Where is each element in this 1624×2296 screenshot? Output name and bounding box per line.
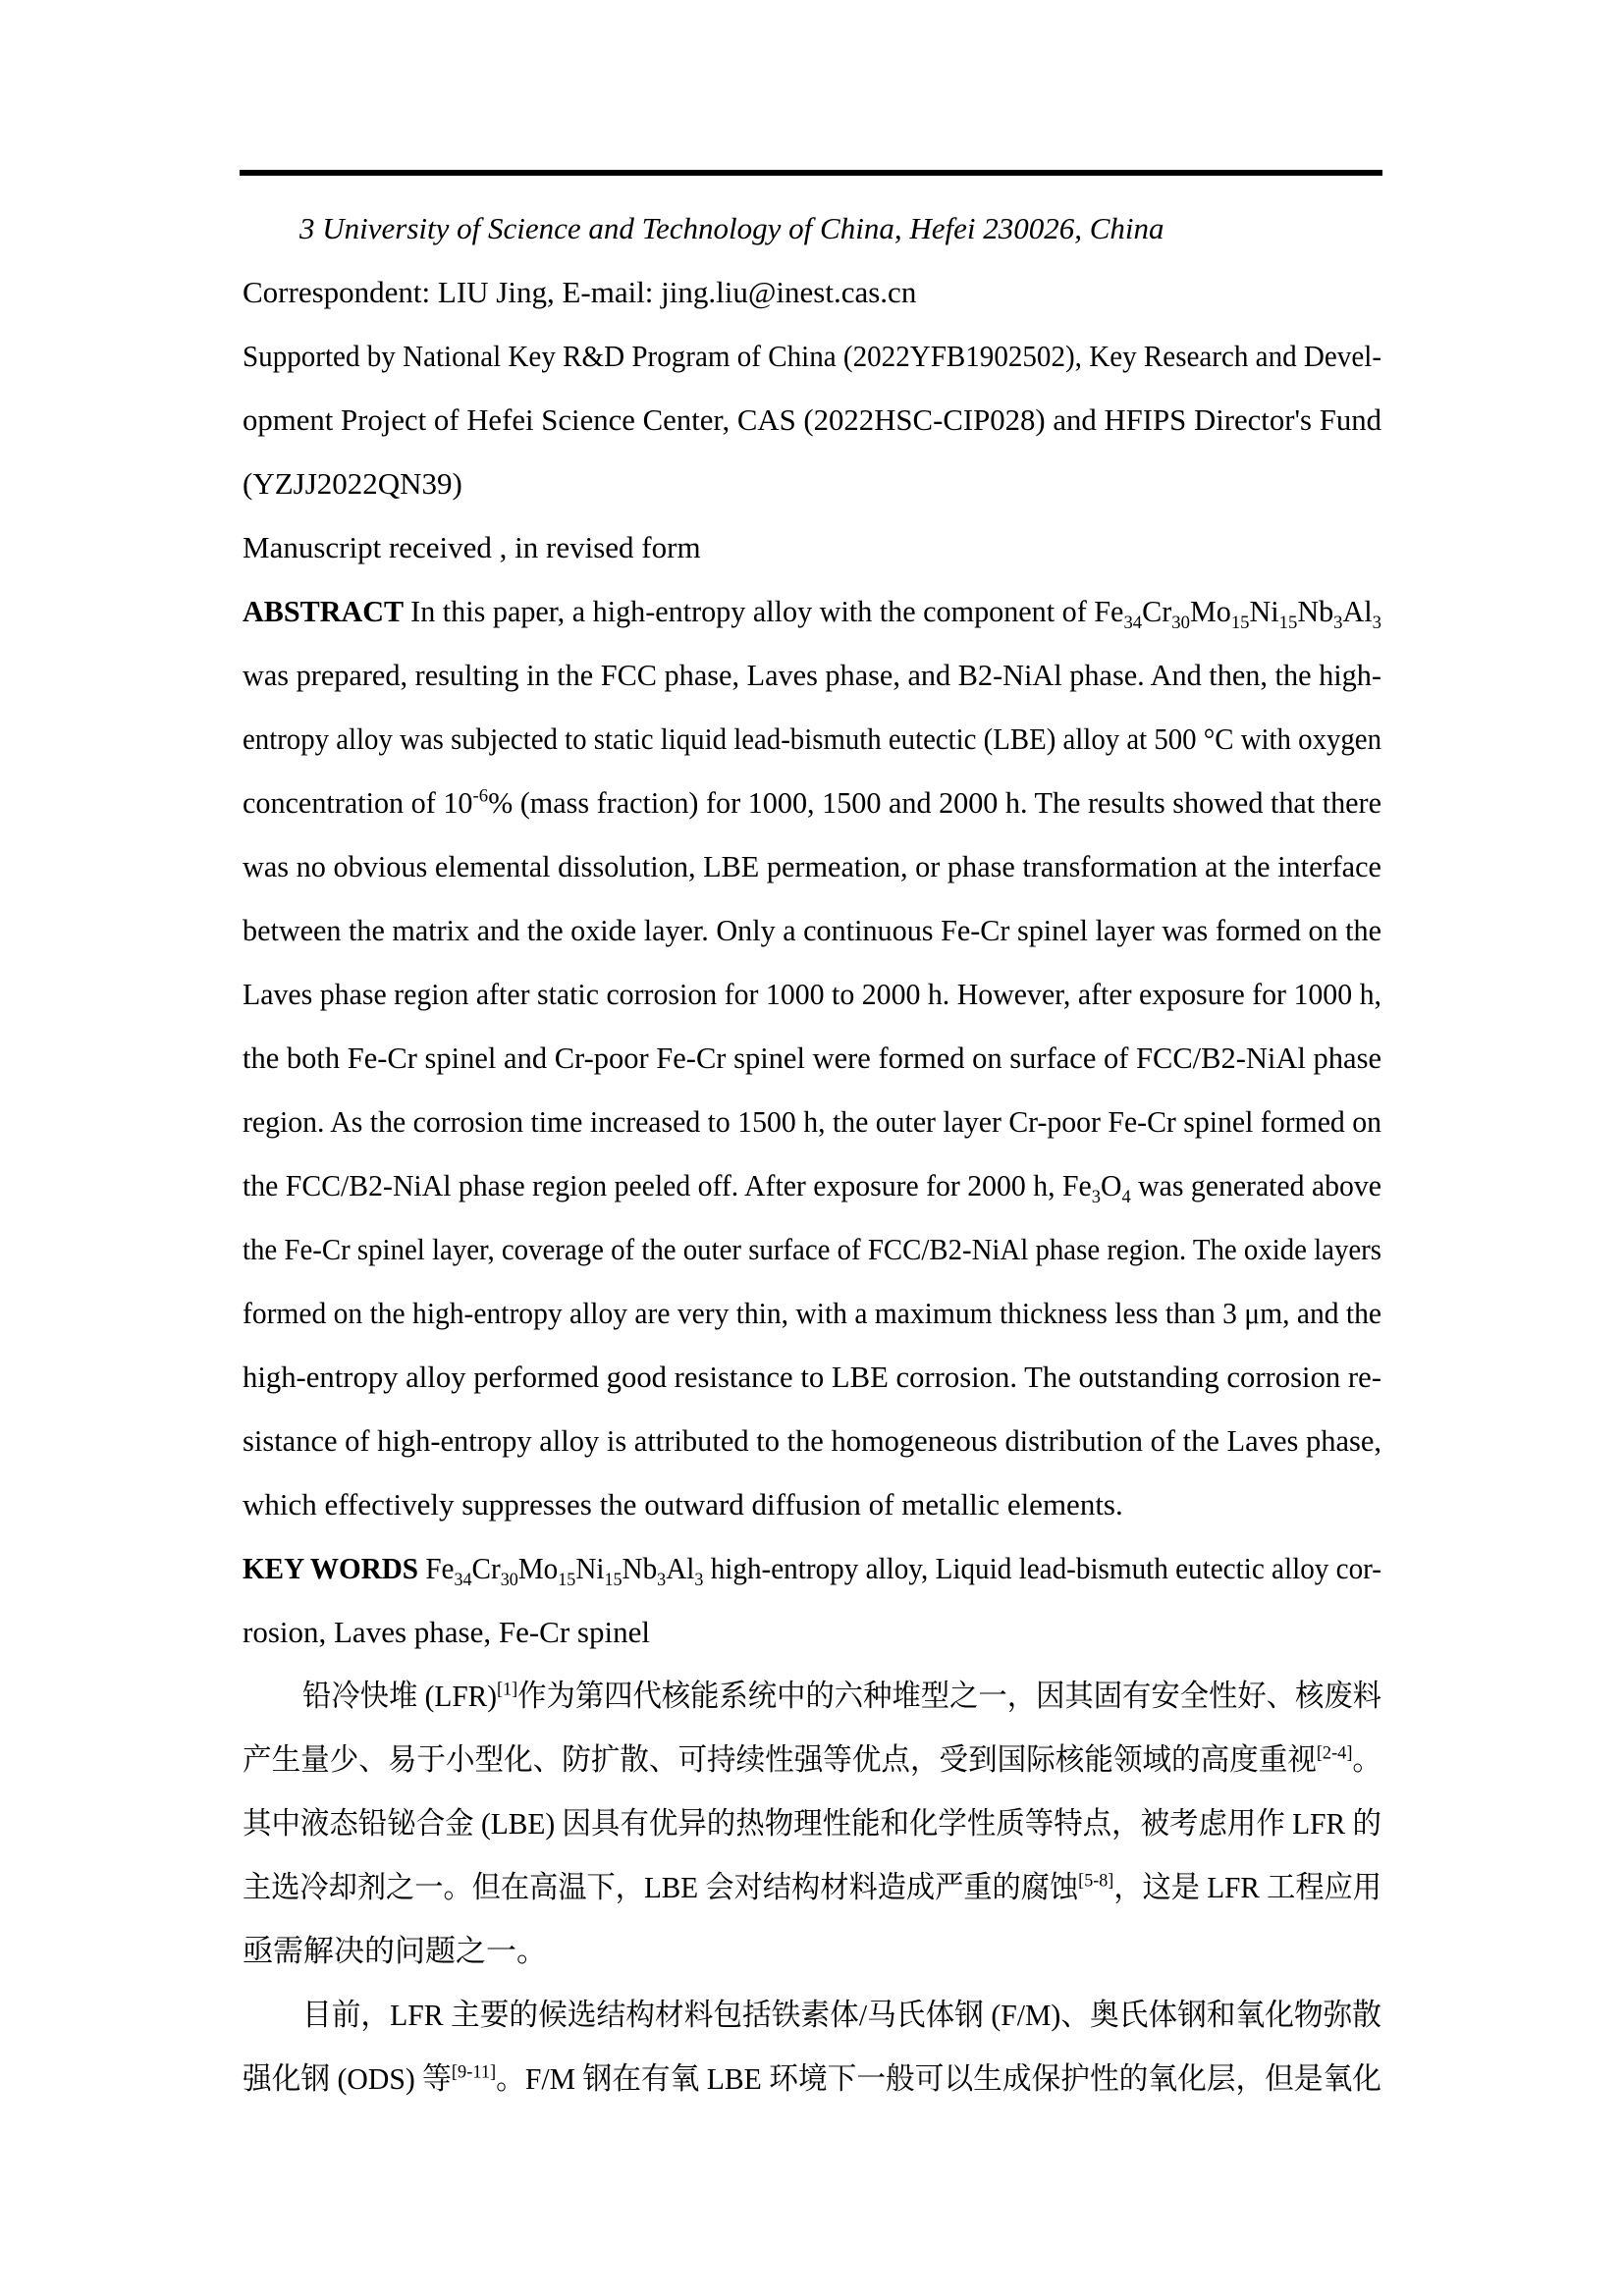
text-run: Laves phase region after static corrosion for 1000 to 2000 h. However, after exposure for 1000 h,	[243, 977, 1381, 1011]
text-line	[243, 1090, 1381, 1153]
line-content	[243, 1791, 1381, 1855]
text-run: (YZJJ2022QN39)	[243, 466, 462, 501]
text-run: % (mass fraction) for 1000, 1500 and 2000 h. The results showed that there	[488, 785, 1381, 820]
text-column	[243, 196, 1381, 2110]
text-line	[243, 834, 1381, 898]
subscript-run: 3	[1333, 613, 1343, 634]
text-line	[243, 1345, 1381, 1409]
text-run: between the matrix and the oxide layer. Only a continuous Fe-Cr spinel layer was formed on the	[243, 913, 1381, 947]
paragraph-intro-cn-2	[243, 1983, 1381, 2110]
text-run: the both Fe-Cr spinel and Cr-poor Fe-Cr spinel were formed on surface of FCC/B2-NiAl phase	[243, 1041, 1381, 1075]
text-run: Correspondent: LIU Jing, E-mail: jing.liu@inest.cas.cn	[243, 275, 917, 309]
line-content	[243, 1153, 1381, 1217]
text-line	[243, 898, 1381, 962]
subscript-run: 3	[657, 1570, 667, 1591]
line-content	[243, 707, 1381, 771]
text-run: O	[1100, 1168, 1122, 1202]
line-content	[243, 643, 1381, 707]
subscript-run: 34	[1123, 613, 1143, 634]
text-line	[243, 579, 1381, 643]
text-line	[243, 388, 1381, 452]
line-content	[302, 1983, 1381, 2047]
bold-run: ABSTRACT	[243, 594, 411, 628]
subscript-run: 15	[604, 1570, 623, 1591]
text-run: Mo	[1189, 594, 1231, 628]
text-line	[299, 196, 1381, 260]
paragraph-intro-cn-1	[243, 1664, 1381, 1983]
line-content	[299, 196, 1164, 260]
superscript-run: [9-11]	[451, 2061, 497, 2083]
text-line	[243, 324, 1381, 388]
paragraph-keywords	[243, 1536, 1381, 1664]
subscript-run: 3	[1372, 613, 1381, 634]
text-line	[243, 643, 1381, 707]
superscript-run: [2-4]	[1316, 1742, 1353, 1764]
paragraph-abstract	[243, 579, 1381, 1536]
header-rule	[240, 170, 1382, 176]
subscript-run: 3	[1091, 1187, 1101, 1208]
line-content	[243, 260, 916, 324]
subscript-run: 15	[558, 1570, 576, 1591]
text-run: was generated above	[1130, 1168, 1381, 1202]
line-content	[243, 1281, 1381, 1345]
line-content	[243, 1090, 1381, 1153]
text-run: 其中液态铅铋合金 (LBE) 因具有优异的热物理性能和化学性质等特点，被考虑用作 LFR 的	[243, 1806, 1381, 1841]
text-run: rosion, Laves phase, Fe-Cr spinel	[243, 1615, 650, 1649]
text-line	[243, 1281, 1381, 1345]
line-content	[243, 1855, 1381, 1919]
paragraph-affiliation	[243, 196, 1381, 260]
text-run: opment Project of Hefei Science Center, CAS (2022HSC-CIP028) and HFIPS Director's Fund	[243, 402, 1381, 437]
subscript-run: 3	[694, 1570, 704, 1591]
text-run: high-entropy alloy, Liquid lead-bismuth eutectic alloy cor-	[703, 1551, 1381, 1585]
text-run: 目前，LFR 主要的候选结构材料包括铁素体/马氏体钢 (F/M)、奥氏体钢和氧化物弥散	[302, 1998, 1381, 2032]
line-content	[243, 1026, 1381, 1090]
line-content	[243, 388, 1381, 452]
text-run: which effectively suppresses the outward diffusion of metallic elements.	[243, 1487, 1123, 1522]
text-line	[243, 1919, 1381, 1983]
subscript-run: 15	[1278, 613, 1298, 634]
text-run: sistance of high-entropy alloy is attributed to the homogeneous distribution of the Laves phase,	[243, 1423, 1381, 1458]
line-content	[243, 324, 1381, 388]
text-line	[243, 260, 1381, 324]
line-content	[243, 1728, 1381, 1791]
text-line	[243, 1409, 1381, 1472]
text-run: Mo	[517, 1551, 559, 1585]
line-content	[243, 962, 1381, 1026]
text-run: Ni	[1249, 594, 1279, 628]
text-run: the FCC/B2-NiAl phase region peeled off. After exposure for 2000 h, Fe	[243, 1168, 1092, 1202]
line-content	[243, 515, 701, 579]
text-run: 产生量少、易于小型化、防扩散、可持续性强等优点，受到国际核能领域的高度重视	[243, 1742, 1317, 1777]
text-run: 。F/M 钢在有氧 LBE 环境下一般可以生成保护性的氧化层，但是氧化	[496, 2061, 1381, 2096]
text-run: Cr	[1142, 594, 1172, 628]
text-line	[243, 1026, 1381, 1090]
text-run: In this paper, a high-entropy alloy with the component of Fe	[410, 594, 1124, 628]
text-run: formed on the high-entropy alloy are very thin, with a maximum thickness less than 3 μm, and the	[243, 1296, 1381, 1330]
superscript-run: [5-8]	[1078, 1870, 1114, 1892]
text-line	[243, 1153, 1381, 1217]
text-run: was prepared, resulting in the FCC phase, Laves phase, and B2-NiAl phase. And then, the high-	[243, 658, 1381, 692]
text-line	[243, 962, 1381, 1026]
text-run: Ni	[575, 1551, 605, 1585]
text-line	[302, 1664, 1381, 1728]
text-line	[243, 2047, 1381, 2110]
text-line	[243, 1791, 1381, 1855]
text-run: 作为第四代核能系统中的六种堆型之一，因其固有安全性好、核废料	[517, 1679, 1381, 1713]
text-run: 主选冷却剂之一。但在高温下，LBE 会对结构材料造成严重的腐蚀	[243, 1870, 1079, 1904]
paragraph-manuscript-note	[243, 515, 1381, 579]
text-run: Al	[666, 1551, 695, 1585]
text-run: concentration of 10	[243, 785, 473, 820]
text-run: Fe	[425, 1551, 455, 1585]
text-run: high-entropy alloy performed good resistance to LBE corrosion. The outstanding corrosion re-	[243, 1360, 1381, 1394]
text-run: ，这是 LFR 工程应用	[1113, 1870, 1381, 1904]
text-run: was no obvious elemental dissolution, LBE permeation, or phase transformation at the interface	[243, 849, 1381, 883]
line-content	[243, 1217, 1381, 1281]
line-content	[243, 834, 1381, 898]
subscript-run: 15	[1230, 613, 1250, 634]
text-run: Nb	[1297, 594, 1334, 628]
text-run: Al	[1342, 594, 1373, 628]
text-run: Manuscript received , in revised form	[243, 530, 701, 564]
text-run: region. As the corrosion time increased to 1500 h, the outer layer Cr-poor Fe-Cr spinel formed on	[243, 1104, 1381, 1139]
text-run: Cr	[471, 1551, 501, 1585]
paragraph-correspondent	[243, 260, 1381, 324]
text-run: 。	[1352, 1742, 1381, 1777]
subscript-run: 30	[1171, 613, 1190, 634]
italic-run: 3 University of Science and Technology of China, Hefei 230026, China	[299, 211, 1164, 245]
text-line	[243, 771, 1381, 834]
line-content	[243, 771, 1381, 834]
line-content	[243, 579, 1381, 643]
text-run: entropy alloy was subjected to static liquid lead-bismuth eutectic (LBE) alloy at 500 °C with oxygen	[243, 721, 1381, 756]
paragraph-funding	[243, 324, 1381, 515]
subscript-run: 4	[1121, 1187, 1131, 1208]
text-run: 铅冷快堆 (LFR)	[302, 1679, 497, 1713]
text-line	[243, 707, 1381, 771]
text-line	[302, 1983, 1381, 2047]
text-run: Nb	[622, 1551, 658, 1585]
superscript-run: [1]	[496, 1679, 518, 1700]
line-content	[243, 1536, 1381, 1600]
line-content	[243, 898, 1381, 962]
text-line	[243, 515, 1381, 579]
text-line	[243, 1855, 1381, 1919]
text-line	[243, 1728, 1381, 1791]
text-run: Supported by National Key R&D Program of China (2022YFB1902502), Key Research and Devel-	[243, 339, 1381, 373]
bold-run: KEY WORDS	[243, 1551, 426, 1585]
superscript-run: -6	[472, 785, 489, 807]
subscript-run: 34	[454, 1570, 472, 1591]
line-content	[243, 1345, 1381, 1409]
line-content	[243, 1919, 547, 1983]
text-line	[243, 1217, 1381, 1281]
text-line	[243, 452, 1381, 515]
text-run: the Fe-Cr spinel layer, coverage of the outer surface of FCC/B2-NiAl phase region. The oxide layers	[243, 1232, 1381, 1266]
text-line	[243, 1536, 1381, 1600]
subscript-run: 30	[500, 1570, 518, 1591]
line-content	[243, 452, 462, 515]
line-content	[243, 1472, 1123, 1536]
line-content	[243, 2047, 1381, 2110]
text-line	[243, 1600, 1381, 1664]
text-line	[243, 1472, 1381, 1536]
text-run: 亟需解决的问题之一。	[243, 1934, 547, 1968]
line-content	[243, 1600, 650, 1664]
line-content	[302, 1664, 1381, 1728]
line-content	[243, 1409, 1381, 1472]
text-run: 强化钢 (ODS) 等	[243, 2061, 452, 2096]
